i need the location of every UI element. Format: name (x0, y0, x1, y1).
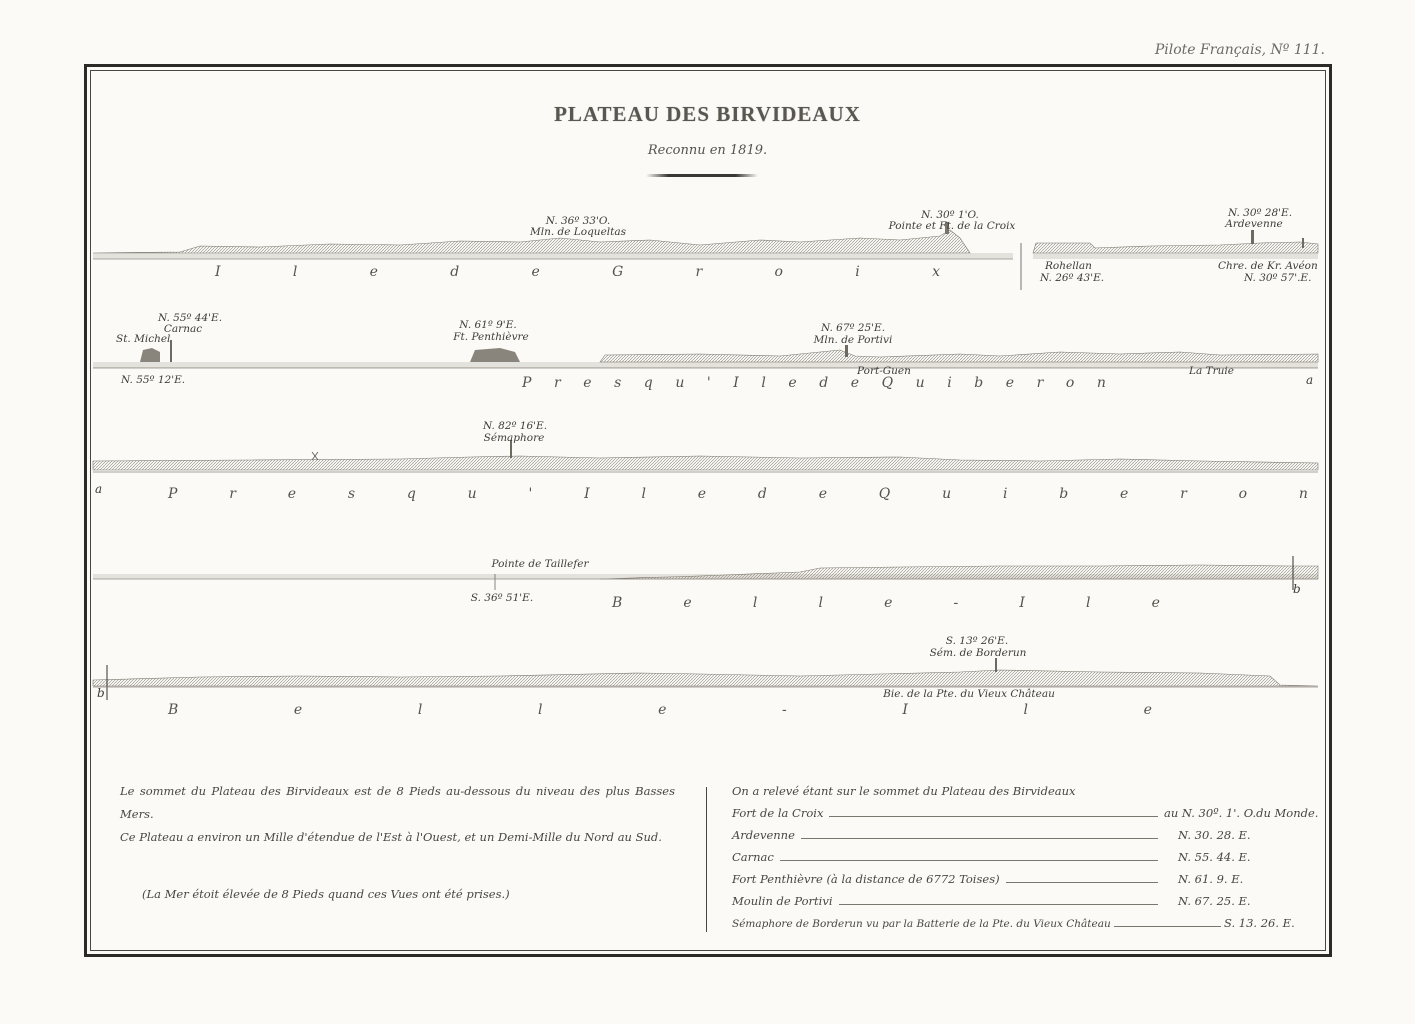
letter: e (1143, 702, 1152, 718)
place-semaphore: Sémaphore (483, 432, 545, 444)
place-la-truie: La Truie (1189, 365, 1234, 377)
note-depth: Le sommet du Plateau des Birvideaux est de 8 Pieds au-dessous du niveau des plus Basses Mers. (120, 784, 675, 821)
profile-2-name (522, 375, 1106, 391)
bearings-table (732, 780, 1319, 934)
letter: o (1065, 375, 1075, 391)
letter: e (1151, 595, 1160, 611)
place-carnac: Carnac (163, 323, 203, 335)
place-vieux-chateau: Bie. de la Pte. du Vieux Château (883, 688, 1055, 700)
letter: I (902, 702, 908, 718)
bearing-rohellan: N. 26º 43'E. (1040, 272, 1105, 284)
letter: i (1002, 486, 1008, 502)
profile-1-name (215, 264, 940, 280)
marker-a-start: a (95, 482, 103, 496)
profile-3-name (168, 486, 1308, 502)
profile-belle-ile-2 (93, 658, 1318, 700)
bearing-carnac: N. 55º 44'E. (157, 312, 223, 324)
letter: i (855, 264, 860, 280)
letter: d (450, 264, 460, 280)
letter: I (1019, 595, 1025, 611)
letter: l (752, 595, 758, 611)
letter: q (406, 486, 416, 502)
letter: l (292, 264, 298, 280)
leader-line (801, 830, 1158, 839)
letter: Q (881, 375, 894, 391)
letter: o (1238, 486, 1248, 502)
leader-line (829, 808, 1158, 817)
bearing-row (732, 846, 1304, 868)
place-ardevenne: Ardevenne (1225, 218, 1283, 230)
bearing-row (732, 802, 1319, 824)
letter: d (819, 375, 829, 391)
letter: r (1180, 486, 1187, 502)
bearing-semaphore: N. 82º 16'E. (482, 420, 548, 432)
bearing-row-value: N. 61. 9. E. (1178, 872, 1244, 886)
bearing-row (732, 868, 1304, 890)
bearing-row-name: Ardevenne (732, 828, 795, 842)
letter: e (1005, 375, 1015, 391)
place-port-guen: Port-Guen (857, 365, 911, 377)
bearing-row-value: N. 30. 28. E. (1178, 828, 1251, 842)
leader-line (1114, 918, 1221, 927)
place-penthievre: Ft. Penthièvre (453, 331, 529, 343)
letter: r (695, 264, 703, 280)
letter: I (215, 264, 221, 280)
letter: r (229, 486, 236, 502)
marker-b-end: b (1293, 582, 1301, 596)
bearing-st-michel: N. 55º 12'E. (121, 374, 186, 386)
bearing-row-value: N. 67. 25. E. (1178, 894, 1251, 908)
notes-block (120, 780, 675, 906)
place-borderun: Sém. de Borderun (929, 647, 1027, 659)
letter: l (1023, 702, 1028, 718)
place-taillefer: Pointe de Taillefer (491, 558, 589, 570)
bearing-row-value: S. 13. 26. E. (1224, 916, 1295, 930)
bearing-row-name: Moulin de Portivi (732, 894, 833, 908)
letter: l (761, 375, 766, 391)
letter: l (1086, 595, 1091, 611)
letter: e (1120, 486, 1129, 502)
letter: B (612, 595, 623, 611)
letter: e (850, 375, 860, 391)
letter: i (947, 375, 952, 391)
bearing-row (732, 824, 1304, 846)
letter: P (522, 375, 532, 391)
letter: ' (706, 375, 711, 391)
column-divider (706, 787, 707, 932)
letter: B (168, 702, 179, 718)
bearing-row-value: N. 55. 44. E. (1178, 850, 1251, 864)
letter: Q (878, 486, 891, 502)
bearing-row-name: Fort de la Croix (732, 806, 824, 820)
letter: l (417, 702, 423, 718)
letter: s (614, 375, 622, 391)
letter: G (612, 264, 624, 280)
bearing-taillefer: S. 36º 51'E. (470, 592, 534, 604)
bearing-row-name: Fort Penthièvre (à la distance de 6772 Toises) (732, 872, 1000, 886)
letter: b (1059, 486, 1069, 502)
letter: e (683, 595, 692, 611)
bearing-row-name: Sémaphore de Borderun vu par la Batterie de la Pte. du Vieux Château (732, 918, 1111, 930)
bearings-heading: On a relevé étant sur le sommet du Plateau des Birvideaux (732, 784, 1076, 798)
letter: r (553, 375, 561, 391)
place-croix: Pointe et Ft. de la Croix (888, 220, 1016, 232)
letter: u (467, 486, 477, 502)
letter: e (287, 486, 297, 502)
page-subtitle: Reconnu en 1819. (647, 143, 768, 158)
letter: u (675, 375, 685, 391)
page-title: PLATEAU DES BIRVIDEAUX (554, 102, 861, 126)
letter: I (733, 375, 739, 391)
letter: o (774, 264, 783, 280)
letter: I (584, 486, 590, 502)
marker-b-start: b (97, 686, 105, 700)
letter: l (818, 595, 823, 611)
letter: r (1036, 375, 1044, 391)
letter: e (531, 264, 540, 280)
letter: b (974, 375, 984, 391)
profile-quiberon-1 (93, 340, 1318, 368)
letter: q (643, 375, 653, 391)
letter: u (915, 375, 925, 391)
letter: ' (528, 486, 533, 502)
letter: d (757, 486, 767, 502)
letter: u (942, 486, 952, 502)
bearing-row (732, 890, 1304, 912)
letter: e (658, 702, 667, 718)
letter: n (1096, 375, 1106, 391)
letter: e (583, 375, 592, 391)
leader-line (1006, 874, 1158, 883)
marker-a-end: a (1306, 373, 1314, 387)
letter: e (788, 375, 797, 391)
letter: e (884, 595, 893, 611)
letter: s (347, 486, 356, 502)
bearing-penthievre: N. 61º 9'E. (459, 319, 517, 331)
bearing-portivi: N. 67º 25'E. (820, 322, 886, 334)
letter: x (932, 264, 940, 280)
letter: P (168, 486, 178, 502)
bearing-row-value: au N. 30º. 1'. O.du Monde. (1164, 806, 1319, 820)
leader-line (839, 896, 1158, 905)
letter: l (537, 702, 543, 718)
page-number: Pilote Français, Nº 111. (1154, 42, 1325, 58)
letter: e (369, 264, 378, 280)
profile-5-name (168, 702, 1152, 718)
bearing-croix: N. 30º 1'O. (921, 209, 979, 221)
place-portivi: Mln. de Portivi (813, 334, 893, 346)
place-kr-aveon: Chre. de Kr. Avéon (1218, 260, 1318, 272)
profile-quiberon-2 (93, 440, 1318, 472)
letter: - (781, 702, 787, 718)
letter: n (1298, 486, 1308, 502)
bearing-loqueltas: N. 36º 33'O. (545, 215, 611, 227)
letter: e (697, 486, 707, 502)
bearing-kr-aveon: N. 30º 57'.E. (1244, 272, 1312, 284)
leader-line (780, 852, 1158, 861)
bearing-row (732, 912, 1304, 934)
note-sea-level: (La Mer étoit élevée de 8 Pieds quand ces Vues ont été prises.) (142, 887, 510, 901)
bearing-row-name: Carnac (732, 850, 774, 864)
bearing-ardevenne: N. 30º 28'E. (1227, 207, 1293, 219)
place-loqueltas: Mln. de Loqueltas (529, 226, 627, 238)
profile-4-name (612, 595, 1160, 611)
letter: e (293, 702, 303, 718)
letter: - (953, 595, 959, 611)
letter: e (818, 486, 827, 502)
place-rohellan: Rohellan (1045, 260, 1092, 272)
profile-belle-ile-1 (93, 556, 1318, 590)
note-extent: Ce Plateau a environ un Mille d'étendue de l'Est à l'Ouest, et un Demi-Mille du Nord au Sud. (120, 830, 662, 844)
place-st-michel: St. Michel (116, 333, 171, 345)
bearing-borderun: S. 13º 26'E. (945, 635, 1009, 647)
letter: l (641, 486, 646, 502)
